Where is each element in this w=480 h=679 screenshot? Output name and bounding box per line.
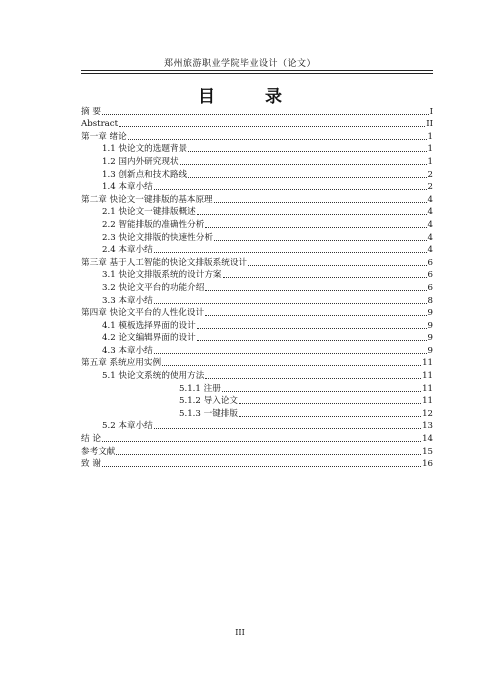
- toc-entry-label: Abstract: [81, 119, 119, 130]
- toc-dot-leader: [222, 391, 421, 392]
- toc-entry[interactable]: [81, 244, 433, 257]
- toc-entry[interactable]: [81, 105, 433, 118]
- toc-dot-leader: [154, 252, 427, 253]
- toc-dot-leader: [239, 416, 421, 417]
- toc-entry-label: 4.3 本章小结: [102, 345, 153, 356]
- toc-entry-label: 结 论: [81, 434, 101, 445]
- toc-dot-leader: [197, 214, 427, 215]
- toc-entry[interactable]: [81, 395, 433, 408]
- toc-entry-label: 2.2 智能排版的准确性分析: [102, 219, 205, 230]
- toc-entry-label: 3.3 本章小结: [102, 295, 153, 306]
- toc-entry[interactable]: [81, 369, 433, 382]
- toc-entry[interactable]: [81, 218, 433, 231]
- toc-entry-page: 4: [427, 219, 433, 230]
- toc-entry-label: 5.1.3 一键排版: [179, 408, 238, 419]
- toc-entry-page: II: [426, 119, 433, 130]
- toc-entry-page: 4: [427, 245, 433, 256]
- toc-entry-label: 2.4 本章小结: [102, 245, 153, 256]
- toc-dot-leader: [102, 466, 421, 467]
- toc-entry-page: I: [429, 106, 433, 117]
- toc-entry[interactable]: [81, 155, 433, 168]
- toc-entry-label: 2.1 快论文一键排版概述: [102, 207, 196, 218]
- toc-entry[interactable]: [81, 143, 433, 156]
- toc-dot-leader: [205, 227, 426, 228]
- toc-dot-leader: [154, 303, 427, 304]
- toc-dot-leader: [239, 403, 421, 404]
- toc-entry-label: 5.1.1 注册: [179, 383, 221, 394]
- toc-entry-page: 9: [427, 308, 433, 319]
- toc-entry-page: 2: [427, 169, 433, 180]
- toc-entry-label: 致 谢: [81, 459, 101, 470]
- toc-entry-label: 摘 要: [81, 106, 101, 117]
- toc-entry-label: 1.1 快论文的选题背景: [102, 144, 188, 155]
- toc-entry-label: 第四章 快论文平台的人性化设计: [81, 308, 205, 319]
- toc-entry-page: 11: [422, 383, 433, 394]
- toc-entry[interactable]: [81, 294, 433, 307]
- toc-dot-leader: [205, 378, 421, 379]
- toc-entry-page: 1: [427, 131, 433, 142]
- toc-entry[interactable]: [81, 344, 433, 357]
- toc-entry-page: 4: [427, 232, 433, 243]
- toc-entry-page: 12: [422, 408, 433, 419]
- toc-entry[interactable]: [81, 130, 433, 143]
- toc-dot-leader: [162, 365, 421, 366]
- toc-entry-page: 1: [427, 144, 433, 155]
- toc-entry[interactable]: [81, 281, 433, 294]
- toc-entry[interactable]: [81, 407, 433, 420]
- toc-entry-page: 11: [422, 358, 433, 369]
- toc-entry-page: 11: [422, 371, 433, 382]
- toc-entry-page: 2: [427, 182, 433, 193]
- toc-entry[interactable]: [81, 231, 433, 244]
- toc-entry-label: 第二章 快论文一键排版的基本原理: [81, 194, 213, 205]
- toc-entry-page: 1: [427, 156, 433, 167]
- toc-entry-page: 6: [427, 282, 433, 293]
- toc-entry-label: 5.1 快论文系统的使用方法: [102, 371, 205, 382]
- toc-dot-leader: [214, 240, 427, 241]
- toc-dot-leader: [205, 290, 426, 291]
- page-number: III: [235, 628, 245, 637]
- toc-entry-label: 3.2 快论文平台的功能介绍: [102, 282, 205, 293]
- toc-entry-label: 2.3 快论文排版的快速性分析: [102, 232, 213, 243]
- toc-dot-leader: [180, 164, 427, 165]
- toc-entry-label: 参考文献: [81, 446, 116, 457]
- toc-entry-label: 5.1.2 导入论文: [179, 396, 238, 407]
- toc-entry-label: 1.3 创新点和技术路线: [102, 169, 188, 180]
- toc-entry-label: 第五章 系统应用实例: [81, 358, 162, 369]
- toc-entry[interactable]: [81, 319, 433, 332]
- toc-title: 目 录: [198, 87, 304, 107]
- toc-dot-leader: [116, 454, 421, 455]
- toc-dot-leader: [119, 126, 425, 127]
- toc-entry-label: 第三章 基于人工智能的快论文排版系统设计: [81, 257, 248, 268]
- table-of-contents: [81, 105, 433, 470]
- toc-entry-page: 9: [427, 320, 433, 331]
- toc-entry-page: 14: [422, 434, 433, 445]
- toc-entry[interactable]: [81, 206, 433, 219]
- toc-dot-leader: [205, 315, 426, 316]
- toc-dot-leader: [223, 277, 427, 278]
- toc-entry-label: 3.1 快论文排版系统的设计方案: [102, 270, 222, 281]
- toc-entry[interactable]: [81, 168, 433, 181]
- toc-dot-leader: [188, 151, 426, 152]
- toc-entry[interactable]: [81, 269, 433, 282]
- toc-entry[interactable]: [81, 382, 433, 395]
- toc-entry[interactable]: [81, 256, 433, 269]
- toc-entry-label: 4.2 论文编辑界面的设计: [102, 333, 196, 344]
- toc-entry-page: 4: [427, 207, 433, 218]
- toc-entry-label: 1.4 本章小结: [102, 182, 153, 193]
- toc-entry-label: 5.2 本章小结: [102, 421, 153, 432]
- toc-entry-page: 16: [422, 459, 433, 470]
- toc-entry[interactable]: [81, 181, 433, 194]
- toc-dot-leader: [197, 328, 427, 329]
- toc-entry[interactable]: [81, 118, 433, 131]
- toc-entry[interactable]: [81, 420, 433, 433]
- toc-entry[interactable]: [81, 332, 433, 345]
- toc-dot-leader: [188, 177, 426, 178]
- toc-entry[interactable]: [81, 193, 433, 206]
- toc-entry-label: 第一章 绪论: [81, 131, 127, 142]
- toc-entry-page: 8: [427, 295, 433, 306]
- toc-dot-leader: [214, 202, 427, 203]
- toc-dot-leader: [248, 265, 427, 266]
- toc-entry-label: 4.1 模板选择界面的设计: [102, 320, 196, 331]
- toc-entry[interactable]: [81, 458, 433, 471]
- toc-entry-page: 6: [427, 270, 433, 281]
- toc-entry-page: 9: [427, 333, 433, 344]
- toc-entry-page: 9: [427, 345, 433, 356]
- toc-dot-leader: [154, 353, 427, 354]
- toc-dot-leader: [154, 428, 421, 429]
- toc-dot-leader: [102, 114, 429, 115]
- toc-entry[interactable]: [81, 432, 433, 445]
- toc-entry-page: 6: [427, 257, 433, 268]
- toc-dot-leader: [154, 189, 427, 190]
- toc-entry[interactable]: [81, 307, 433, 320]
- toc-entry[interactable]: [81, 357, 433, 370]
- toc-entry-label: 1.2 国内外研究现状: [102, 156, 179, 167]
- toc-entry-page: 15: [422, 446, 433, 457]
- toc-entry-page: 13: [422, 421, 433, 432]
- header-rule: [81, 70, 433, 74]
- toc-dot-leader: [102, 441, 421, 442]
- toc-dot-leader: [128, 139, 427, 140]
- toc-entry[interactable]: [81, 445, 433, 458]
- toc-entry-page: 4: [427, 194, 433, 205]
- running-header: 郑州旅游职业学院毕业设计（论文）: [163, 59, 316, 69]
- toc-entry-page: 11: [422, 396, 433, 407]
- toc-dot-leader: [197, 340, 427, 341]
